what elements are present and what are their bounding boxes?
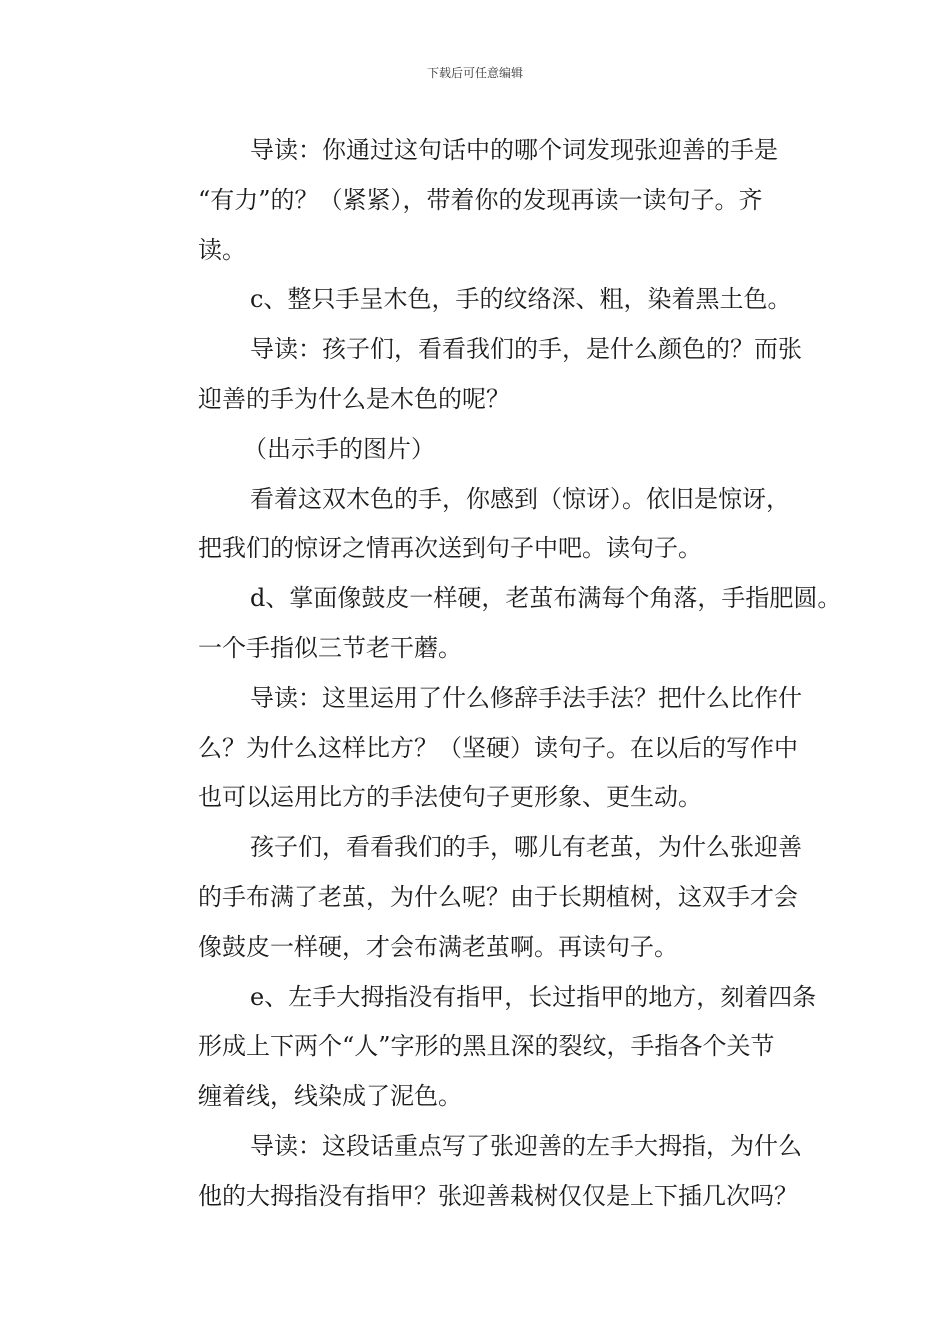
paragraph — [146, 425, 826, 475]
paragraph — [146, 475, 826, 575]
text-line: 的手布满了老茧，为什么呢？由于长期植树，这双手才会 — [198, 882, 798, 911]
text-line: 导读：你通过这句话中的哪个词发现张迎善的手是 — [250, 136, 778, 164]
text-line: （出示手的图片） — [243, 434, 435, 463]
text-line: 迎善的手为什么是木色的呢？ — [198, 384, 510, 413]
text-line: c、整只手呈木色，手的纹络深、粗，染着黑土色。 — [250, 285, 792, 314]
paragraph — [146, 674, 826, 823]
paragraph — [146, 1122, 826, 1222]
document-body — [146, 126, 842, 1222]
text-line: 导读：这段话重点写了张迎善的左手大拇指，为什么 — [250, 1131, 802, 1160]
text-line: 把我们的惊讶之情再次送到句子中吧。读句子。 — [198, 534, 702, 563]
text-line: 孩子们，看看我们的手，哪儿有老茧，为什么张迎善 — [250, 833, 802, 862]
text-line: 么？为什么这样比方？（坚硬）读句子。在以后的写作中 — [198, 733, 798, 762]
paragraph — [146, 574, 842, 674]
text-line: 他的大拇指没有指甲？张迎善栽树仅仅是上下插几次吗？ — [198, 1181, 798, 1210]
paragraph — [146, 275, 826, 325]
text-line: “有力”的？（紧紧），带着你的发现再读一读句子。齐 — [198, 185, 763, 214]
text-line: 形成上下两个“人”字形的黑且深的裂纹，手指各个关节 — [198, 1032, 775, 1061]
paragraph — [146, 325, 826, 425]
text-line: 缠着线，线染成了泥色。 — [198, 1082, 462, 1111]
text-line: 导读：孩子们，看看我们的手，是什么颜色的？而张 — [250, 335, 802, 364]
text-line: d、掌面像鼓皮一样硬，老茧布满每个角落，手指肥圆。 — [250, 584, 842, 613]
paragraph — [146, 973, 826, 1122]
page-header: 下载后可任意编辑 — [426, 66, 523, 80]
text-line: e、左手大拇指没有指甲，长过指甲的地方，刻着四条 — [250, 982, 817, 1011]
text-line: 读。 — [198, 235, 246, 264]
text-line: 看着这双木色的手，你感到（惊讶）。依旧是惊讶， — [250, 484, 790, 513]
paragraph — [146, 823, 826, 972]
text-line: 一个手指似三节老干蘑。 — [198, 633, 462, 662]
text-line: 导读：这里运用了什么修辞手法手法？把什么比作什 — [250, 683, 802, 712]
text-line: 也可以运用比方的手法使句子更形象、更生动。 — [198, 783, 702, 812]
paragraph — [146, 126, 826, 275]
text-line: 像鼓皮一样硬，才会布满老茧啊。再读句子。 — [198, 932, 678, 961]
